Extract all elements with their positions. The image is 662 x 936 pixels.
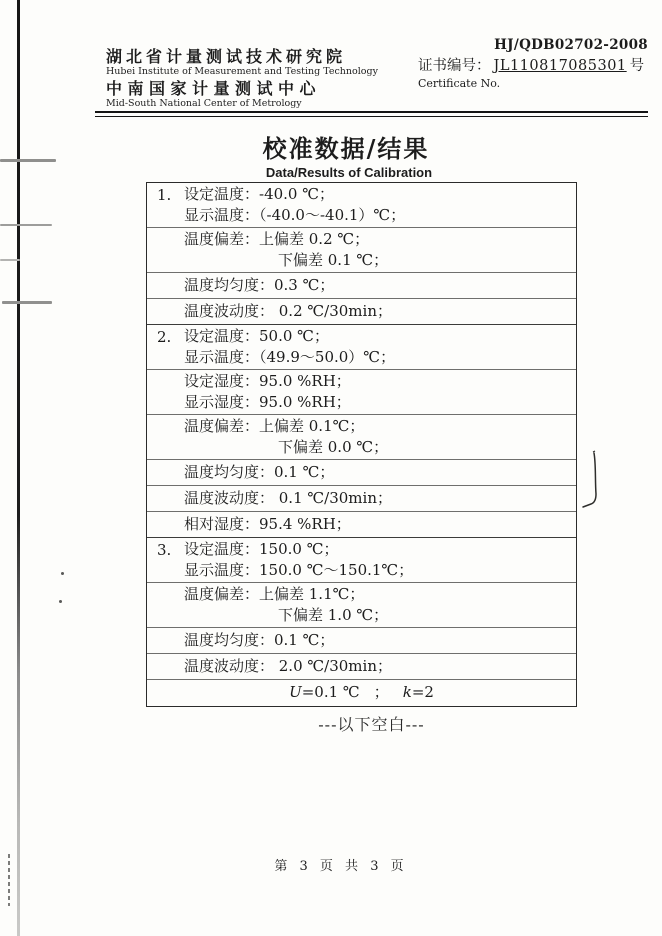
table-row (147, 583, 576, 628)
uncertainty-row (147, 680, 576, 706)
org-name-english-2: Mid-South National Center of Metrology (106, 97, 302, 109)
page-title-chinese: 校准数据/结果 (262, 134, 430, 163)
certificate-number-block (418, 59, 644, 89)
row-text: 温度波动度： 2.0 ℃/30min； (184, 657, 392, 675)
row-text: 温度均匀度：0.3 ℃； (184, 276, 335, 294)
org-name-chinese-2: 中南国家计量测试中心 (106, 78, 322, 98)
scan-mark (2, 301, 52, 304)
table-row (147, 628, 576, 654)
page-number-footer: 第 3 页 共 3 页 (274, 859, 408, 874)
table-row (147, 299, 576, 325)
uncertainty-symbol: U (289, 683, 302, 701)
table-row (147, 228, 576, 273)
row-text: 温度波动度： 0.1 ℃/30min； (184, 489, 392, 507)
row-text: 温度均匀度：0.1 ℃； (184, 631, 335, 649)
certificate-no-label-en: Certificate No. (418, 76, 501, 90)
org-name-english-1: Hubei Institute of Measurement and Testing Technology (106, 66, 378, 77)
row-text: 显示温度：（-40.0～-40.1）℃； (184, 206, 406, 224)
row-text: 下偏差 1.0 ℃； (278, 606, 389, 624)
row-text: 温度均匀度：0.1 ℃； (184, 463, 335, 481)
row-text: 设定温度：150.0 ℃； (184, 540, 339, 558)
row-text: 下偏差 0.1 ℃； (278, 251, 389, 269)
org-name-chinese-1: 湖北省计量测试技术研究院 (106, 47, 347, 66)
certificate-no-suffix: 号 (629, 58, 645, 74)
organization-block (106, 49, 378, 108)
row-text: 温度波动度： 0.2 ℃/30min； (184, 302, 392, 320)
row-number: 1. (157, 186, 172, 204)
row-text: 显示温度：150.0 ℃～150.1℃； (184, 561, 414, 579)
table-row (147, 415, 576, 460)
coverage-factor-value: =2 (411, 683, 434, 701)
pen-stroke-mark (580, 450, 606, 514)
coverage-factor-symbol: k (402, 683, 412, 701)
row-text: 温度偏差：上偏差 1.1℃； (184, 585, 365, 603)
table-row (147, 325, 576, 370)
row-text: 显示温度：（49.9～50.0）℃； (184, 348, 396, 366)
scan-mark (0, 224, 52, 226)
row-text: 设定温度：50.0 ℃； (184, 327, 329, 345)
uncertainty-value: =0.1 ℃ (301, 683, 360, 701)
calibration-results-table (146, 182, 577, 707)
scan-speck (61, 572, 64, 575)
certificate-no-label-cn: 证书编号： (418, 58, 491, 74)
table-row (147, 538, 576, 583)
row-text: 温度偏差：上偏差 0.1℃； (184, 417, 365, 435)
row-text: 设定温度：-40.0 ℃； (184, 185, 335, 203)
row-text: 下偏差 0.0 ℃； (278, 438, 389, 456)
row-text: 设定湿度：95.0 %RH； (184, 372, 351, 390)
uncertainty-separator: ； (373, 683, 389, 701)
table-row (147, 512, 576, 538)
blank-below-note: ---以下空白--- (318, 715, 425, 734)
scan-speck (59, 600, 62, 603)
row-text: 相对湿度：95.4 %RH； (184, 515, 351, 533)
row-text: 显示湿度：95.0 %RH； (184, 393, 351, 411)
scan-mark (0, 259, 20, 261)
page-title-english: Data/Results of Calibration (265, 165, 433, 180)
row-text: 温度偏差：上偏差 0.2 ℃； (184, 230, 370, 248)
table-row (147, 370, 576, 415)
row-number: 2. (157, 328, 172, 346)
header-divider-double-rule (95, 111, 648, 117)
document-standard-code: HJ/QDB02702-2008 (494, 37, 648, 53)
table-row (147, 460, 576, 486)
certificate-number: JL110817085301 (493, 58, 627, 74)
table-row (147, 273, 576, 299)
table-row (147, 486, 576, 512)
table-row (147, 183, 576, 228)
row-number: 3. (157, 541, 172, 559)
table-row (147, 654, 576, 680)
